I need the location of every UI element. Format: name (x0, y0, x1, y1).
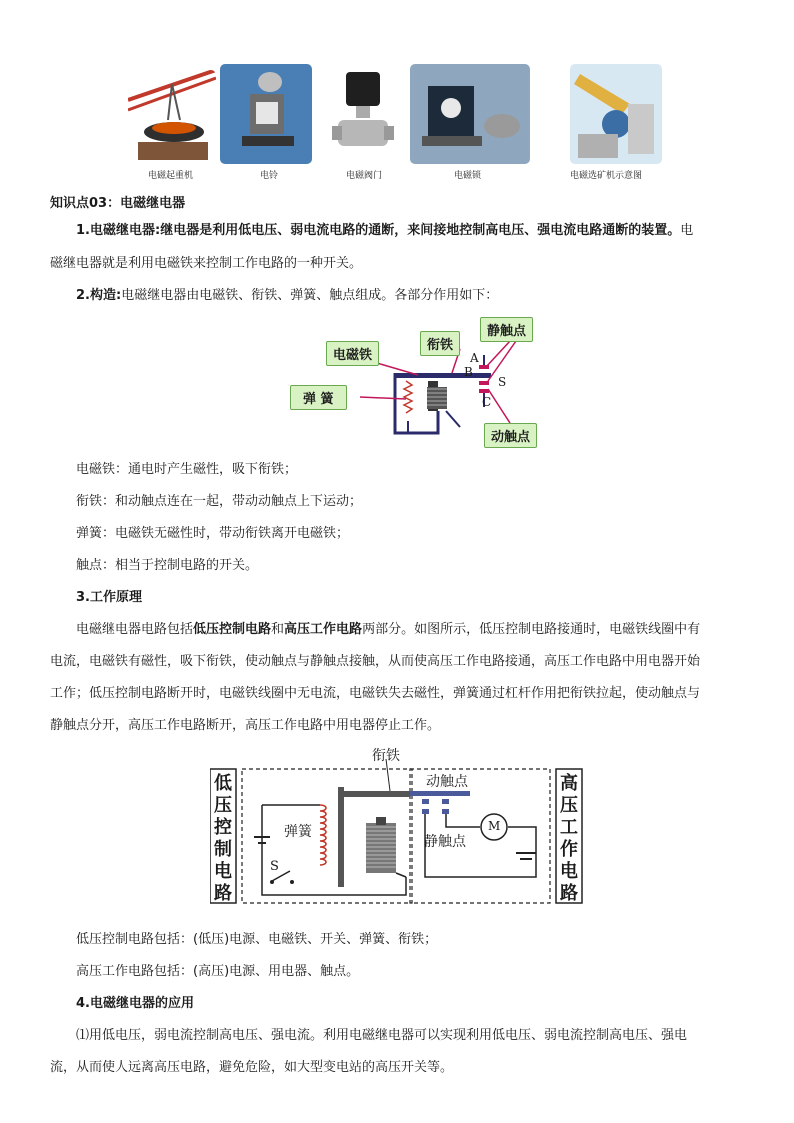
static-contact (422, 809, 429, 814)
item3-line4: 静触点分开，高压工作电路断开，高压工作电路中用电器停止工作。 (50, 718, 441, 733)
contact-letter-a: A (470, 351, 479, 365)
label-electromagnet: 电磁铁 (326, 341, 379, 366)
item3-bold-low: 低压控制电路 (193, 622, 272, 637)
item3-text-c: 和 (271, 622, 285, 637)
label-motor-m: M (488, 819, 501, 833)
moving-contact-bar (410, 791, 470, 796)
item4-line2: 流，从而使人远离高压电路，避免危险，如大型变电站的高压开关等。 (50, 1060, 454, 1075)
high-char-4: 作 (560, 839, 578, 860)
caption-solenoid-valve: 电磁阀门 (346, 171, 383, 181)
relay-circuit-diagram (210, 745, 584, 905)
label-spring: 弹 簧 (290, 385, 347, 410)
low-char-2: 压 (214, 795, 232, 816)
item4-line1: ⑴用低电压，弱电流控制高电压、强电流。利用电磁继电器可以实现利用低电压、弱电流控制高电压、强电 (76, 1028, 688, 1043)
contact-letter-c: C (482, 395, 492, 409)
part-spring: 弹簧：电磁铁无磁性时，带动衔铁离开电磁铁； (76, 526, 350, 541)
label-static-contact-2: 静触点 (424, 834, 466, 850)
photo-electromagnetic-crane (128, 70, 216, 164)
item1-text-b: 电 (680, 223, 694, 238)
low-char-5: 电 (214, 861, 232, 882)
relay-structure-diagram (270, 315, 550, 450)
item3-text-d: 两部分。如图所示，低压控制电路接通时，电磁铁线圈中有 (362, 622, 701, 637)
spring-shape (404, 381, 412, 413)
part-electromagnet: 电磁铁：通电时产生磁性，吸下衔铁； (76, 462, 298, 477)
armature-bar (395, 373, 491, 378)
item4-label: 4.电磁继电器的应用 (76, 996, 194, 1011)
low-circuit-includes: 低压控制电路包括：(低压)电源、电磁铁、开关、弹簧、衔铁； (76, 932, 438, 947)
item1-line1 (76, 223, 693, 239)
item3-line3: 工作；低压控制电路断开时，电磁铁线圈中无电流，电磁铁失去磁性，弹簧通过杠杆作用把衔铁拉起，使动触点与 (50, 686, 701, 701)
section-title: 知识点03：电磁继电器 (50, 196, 186, 211)
part-armature: 衔铁：和动触点连在一起，带动动触点上下运动； (76, 494, 363, 509)
label-armature-2: 衔铁 (372, 748, 400, 764)
photo-electromagnetic-lock (410, 64, 530, 164)
item3-line1 (76, 622, 700, 638)
item2-text: 电磁继电器由电磁铁、衔铁、弹簧、触点组成。各部分作用如下： (121, 288, 499, 303)
caption-magnetic-separator: 电磁选矿机示意图 (570, 171, 643, 181)
caption-electric-bell: 电铃 (260, 171, 279, 181)
caption-electromagnetic-lock: 电磁锁 (454, 171, 482, 181)
high-char-5: 电 (560, 861, 578, 882)
spring-coil (320, 805, 326, 865)
photo-magnetic-separator (570, 64, 662, 164)
item1-text-a: 继电器是利用低电压、弱电流电路的通断，来间接地控制高电压、强电流电路通断的装置。 (160, 223, 681, 238)
high-char-3: 工 (560, 817, 578, 838)
item2-label: 2.构造: (76, 288, 122, 303)
high-char-6: 路 (560, 883, 578, 904)
low-char-3: 控 (214, 817, 232, 838)
armature-lever (338, 791, 410, 797)
low-voltage-label (211, 773, 235, 905)
part-contact: 触点：相当于控制电路的开关。 (76, 558, 259, 573)
label-switch-s: S (270, 859, 279, 874)
item3-line2: 电流，电磁铁有磁性，吸下衔铁，使动触点与静触点接触，从而使高压工作电路接通，高压工作电路中用电器开始 (50, 654, 701, 669)
label-spring-2: 弹簧 (284, 824, 312, 840)
item3-label: 3.工作原理 (76, 590, 142, 605)
high-voltage-label (557, 773, 581, 905)
low-char-4: 制 (214, 839, 232, 860)
low-char-1: 低 (214, 773, 232, 794)
item1-line2: 磁继电器就是利用电磁铁来控制工作电路的一种开关。 (50, 256, 363, 271)
contact-letter-b: B (464, 365, 473, 379)
coil (427, 387, 447, 409)
label-moving-contact-2: 动触点 (426, 774, 468, 790)
photo-solenoid-valve (318, 64, 404, 164)
label-moving-contact: 动触点 (484, 423, 537, 448)
high-char-2: 压 (560, 795, 578, 816)
label-armature: 衔铁 (420, 331, 460, 356)
item2-line (76, 288, 498, 304)
item3-bold-high: 高压工作电路 (284, 622, 363, 637)
item3-text-a: 电磁继电器电路包括 (76, 622, 194, 637)
label-static-contact: 静触点 (480, 317, 533, 342)
item1-label: 1.电磁继电器: (76, 223, 161, 238)
low-char-6: 路 (214, 883, 232, 904)
photo-electric-bell (220, 64, 312, 164)
caption-electromagnetic-crane: 电磁起重机 (148, 171, 194, 181)
high-char-1: 高 (560, 773, 578, 794)
high-circuit-includes: 高压工作电路包括：(高压)电源、用电器、触点。 (76, 964, 360, 979)
contact-letter-s: S (498, 375, 507, 389)
